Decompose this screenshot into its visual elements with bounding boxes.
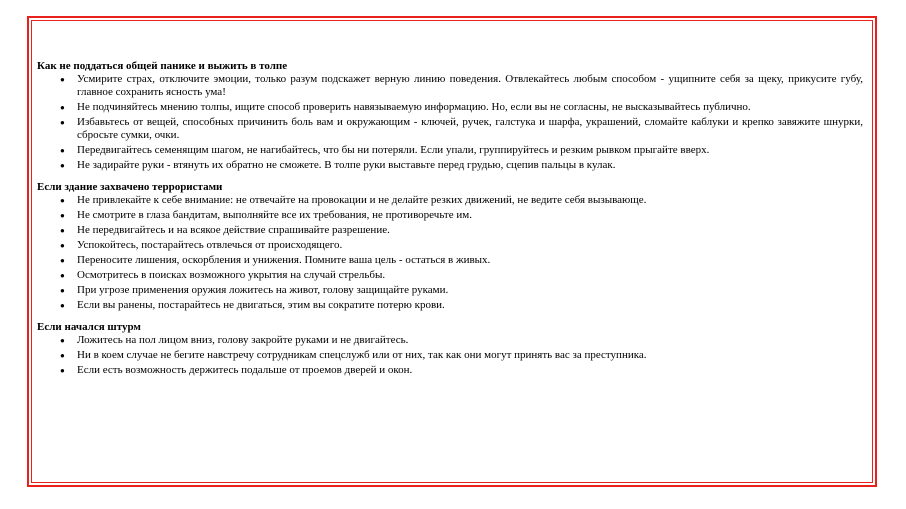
list-item: ● Успокойтесь, постарайтесь отвлечься от происходящего. <box>60 239 343 251</box>
list-item: ● Не подчиняйтесь мнению толпы, ищите способ проверить навязываемую информацию. Но, если вы не согласны, не высказывайтесь публично. <box>60 101 751 113</box>
list-item: ● Если вы ранены, постарайтесь не двигаться, этим вы сократите потерю крови. <box>60 299 445 311</box>
list-item: ● Ни в коем случае не бегите навстречу сотрудникам спецслужб или от них, так как они могут принять вас за преступника. <box>60 349 647 361</box>
bullet-list <box>37 73 863 172</box>
bullet-icon: ● <box>60 118 65 127</box>
bullet-icon: ● <box>60 256 65 265</box>
bullet-icon: ● <box>60 211 65 220</box>
bullet-icon: ● <box>60 241 65 250</box>
section-crowd-panic <box>37 60 863 172</box>
section-title: Если начался штурм <box>37 321 141 333</box>
bullet-list <box>37 334 863 377</box>
section-terrorists <box>37 181 863 312</box>
section-title: Если здание захвачено террористами <box>37 181 223 193</box>
bullet-icon: ● <box>60 146 65 155</box>
bullet-icon: ● <box>60 286 65 295</box>
section-assault <box>37 321 863 377</box>
list-item: ● Передвигайтесь семенящим шагом, не нагибайтесь, что бы ни потеряли. Если упали, группируйтесь и резким рывком прыгайте вверх. <box>60 144 710 156</box>
list-item: ● Не передвигайтесь и на всякое действие спрашивайте разрешение. <box>60 224 390 236</box>
bullet-icon: ● <box>60 226 65 235</box>
list-item: ● Осмотритесь в поисках возможного укрытия на случай стрельбы. <box>60 269 386 281</box>
list-item: ● При угрозе применения оружия ложитесь на живот, голову защищайте руками. <box>60 284 449 296</box>
list-item: ● Ложитесь на пол лицом вниз, голову закройте руками и не двигайтесь. <box>60 334 409 346</box>
list-item: ● Не задирайте руки - втянуть их обратно не сможете. В толпе руки выставьте перед грудью, сцепив пальцы в кулак. <box>60 159 616 171</box>
list-item: ● Не привлекайте к себе внимание: не отвечайте на провокации и не делайте резких движений, не ведите себя вызывающе. <box>60 194 647 206</box>
bullet-icon: ● <box>60 161 65 170</box>
bullet-icon: ● <box>60 301 65 310</box>
bullet-icon: ● <box>60 271 65 280</box>
bullet-icon: ● <box>60 103 65 112</box>
list-item: ● Не смотрите в глаза бандитам, выполняйте все их требования, не противоречьте им. <box>60 209 472 221</box>
list-item: ● Если есть возможность держитесь подальше от проемов дверей и окон. <box>60 364 413 376</box>
bullet-icon: ● <box>60 336 65 345</box>
list-item: ● Избавьтесь от вещей, способных причинить боль вам и окружающим - ключей, ручек, галстука и шарфа, украшений, сломайте каблуки и крепко завяжите шнурки, сбросьте сумки, очки. <box>60 116 863 141</box>
bullet-list <box>37 194 863 312</box>
bullet-icon: ● <box>60 351 65 360</box>
bullet-icon: ● <box>60 366 65 375</box>
list-item: ● Усмирите страх, отключите эмоции, только разум подскажет верную линию поведения. Отвлекайтесь любым способом - ущипните себя за щеку, прикусите губу, главное сохранить ясность ума! <box>60 73 863 98</box>
bullet-icon: ● <box>60 75 65 84</box>
section-title: Как не поддаться общей панике и выжить в толпе <box>37 60 288 72</box>
list-item: ● Переносите лишения, оскорбления и унижения. Помните ваша цель - остаться в живых. <box>60 254 491 266</box>
bullet-icon: ● <box>60 196 65 205</box>
document-content <box>37 60 863 377</box>
